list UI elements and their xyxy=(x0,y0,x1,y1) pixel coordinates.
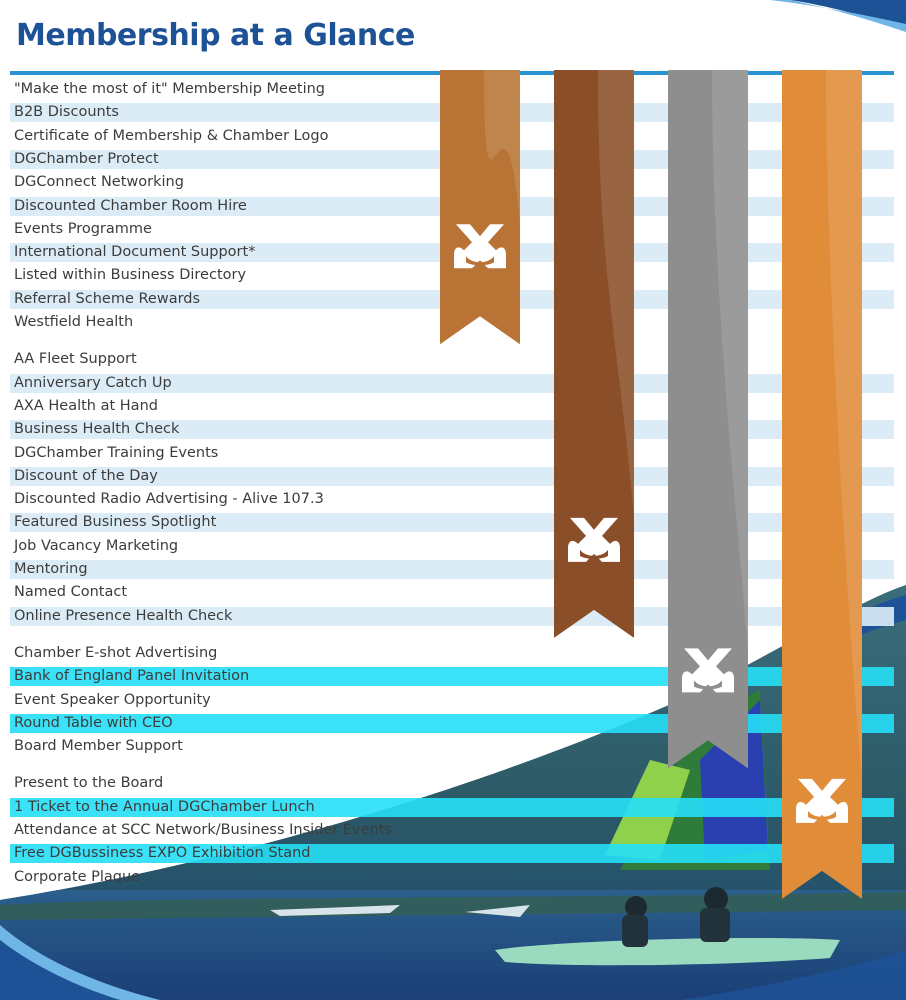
benefit-label: DGConnect Networking xyxy=(14,174,184,191)
benefit-label: Business Health Check xyxy=(14,421,180,438)
benefit-label: Anniversary Catch Up xyxy=(14,374,172,391)
ribbon-bronze xyxy=(440,70,520,344)
benefit-label: Board Member Support xyxy=(14,738,183,755)
benefit-label: B2B Discounts xyxy=(14,104,119,121)
benefit-label: Discount of the Day xyxy=(14,467,158,484)
benefit-label: 1 Ticket to the Annual DGChamber Lunch xyxy=(14,798,315,815)
benefit-label: Job Vacancy Marketing xyxy=(14,537,179,554)
benefit-label: AXA Health at Hand xyxy=(14,397,158,414)
benefit-label: Bank of England Panel Invitation xyxy=(14,668,250,685)
benefit-label: Listed within Business Directory xyxy=(14,267,247,284)
benefit-label: DGChamber Training Events xyxy=(14,444,219,461)
benefit-label: International Document Support* xyxy=(14,244,256,261)
benefit-label: Present to the Board xyxy=(14,775,164,792)
benefit-label: Corporate Plaque xyxy=(14,868,141,885)
benefit-label: Referral Scheme Rewards xyxy=(14,290,201,307)
page-title: Membership at a Glance xyxy=(16,18,415,53)
benefit-label: AA Fleet Support xyxy=(14,351,137,368)
benefit-label: Featured Business Spotlight xyxy=(14,514,217,531)
ribbon-gold xyxy=(782,70,862,899)
benefit-label: DGChamber Protect xyxy=(14,150,159,167)
ribbon-brown xyxy=(554,70,634,638)
benefit-label: Mentoring xyxy=(14,561,88,577)
benefit-label: Event Speaker Opportunity xyxy=(14,691,211,708)
benefit-label: Round Table with CEO xyxy=(14,714,173,731)
benefit-label: Chamber E-shot Advertising xyxy=(14,644,218,661)
benefit-label: Westfield Health xyxy=(14,314,134,330)
benefit-label: Events Programme xyxy=(14,220,152,237)
benefit-label: "Make the most of it" Membership Meeting xyxy=(14,81,325,97)
benefit-label: Online Presence Health Check xyxy=(14,607,233,624)
benefit-label: Discounted Chamber Room Hire xyxy=(14,197,247,214)
benefit-label: Free DGBussiness EXPO Exhibition Stand xyxy=(14,845,311,862)
ribbon-silver xyxy=(668,70,748,768)
benefit-label: Attendance at SCC Network/Business Insider Events xyxy=(14,822,392,838)
benefit-label: Discounted Radio Advertising - Alive 107.3 xyxy=(14,491,324,508)
benefit-label: Certificate of Membership & Chamber Logo xyxy=(14,127,329,144)
benefit-label: Named Contact xyxy=(14,584,128,601)
